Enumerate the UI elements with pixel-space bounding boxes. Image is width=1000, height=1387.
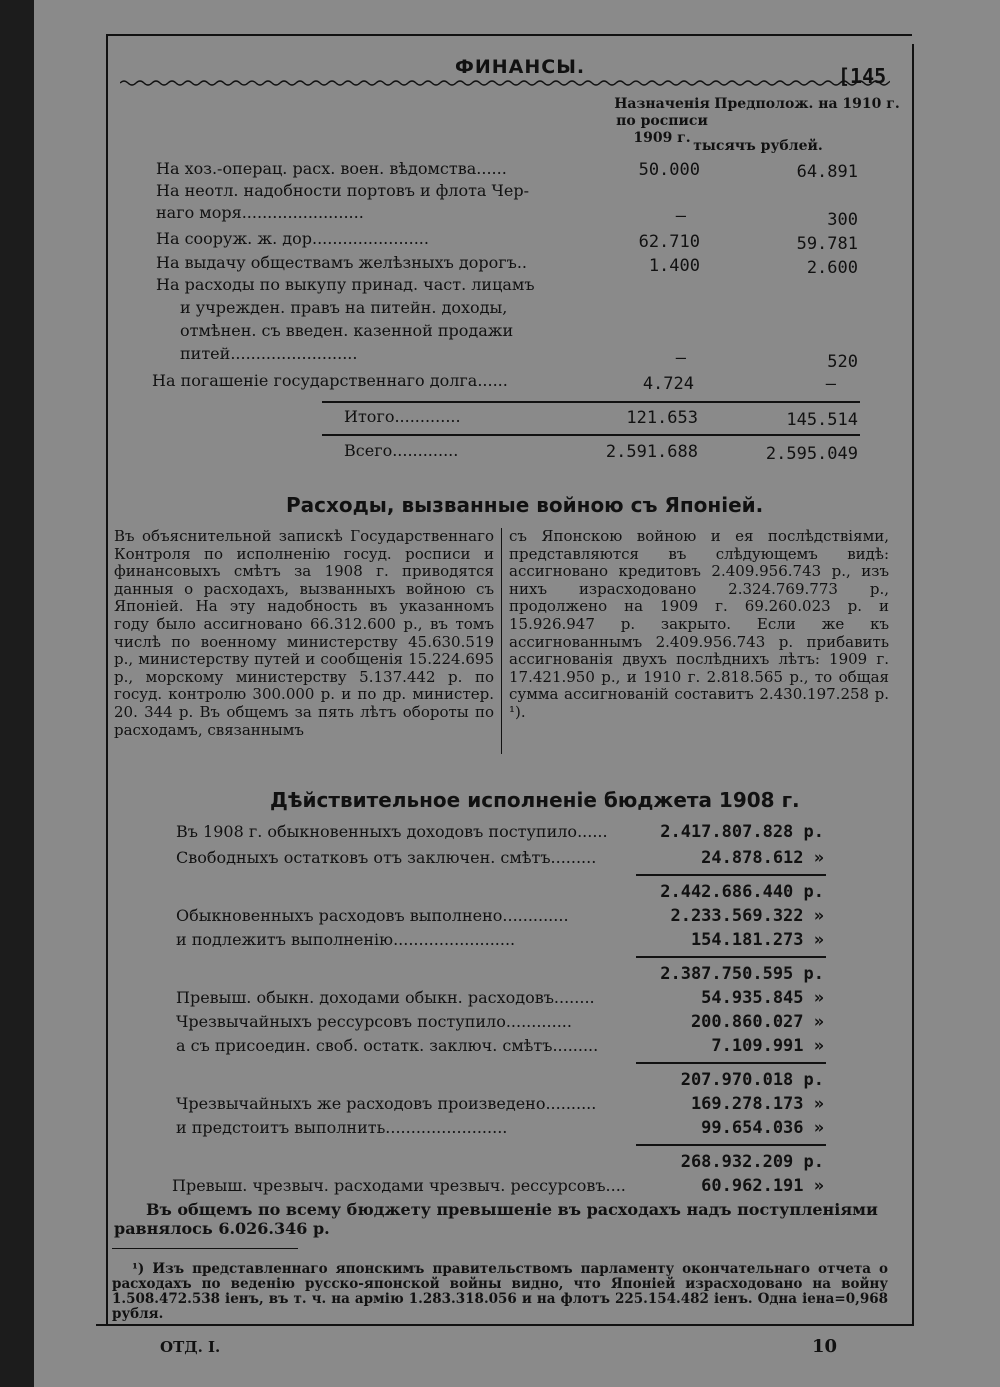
t1-row6-v2: — (825, 374, 836, 394)
budget-row-value: 2.233.569.322 » (670, 906, 824, 926)
budget-row-label: а съ присоедин. своб. остатк. заключ. смѣтъ......... (176, 1036, 599, 1055)
t1-total-label: Итого............. (344, 407, 461, 426)
t1-row3-v2: 59.781 (796, 234, 858, 254)
wavy-rule (120, 76, 890, 90)
t1-rule-2 (322, 434, 860, 436)
t1-row1-v2: 64.891 (796, 162, 858, 182)
running-header-title: ФИНАНСЫ. (455, 56, 586, 78)
budget-row-value: 7.109.991 » (711, 1036, 824, 1056)
footer-section: ОТД. I. (160, 1338, 221, 1356)
budget-sum-rule (636, 1144, 826, 1146)
budget-row-value: 154.181.273 » (690, 930, 824, 950)
t1-grand-v1: 2.591.688 (605, 442, 698, 462)
budget-summary: Въ общемъ по всему бюджету превышеніе въ расходахъ надъ поступленіями равнялось 6.026.346 р. (114, 1200, 878, 1238)
t1-row4-v1: 1.400 (648, 256, 700, 276)
t1-total-v1: 121.653 (626, 408, 698, 428)
budget-row-value: 169.278.173 » (690, 1094, 824, 1114)
budget-row-value: 200.860.027 » (690, 1012, 824, 1032)
t1-row5-v1: — (675, 348, 686, 368)
t1-rule-1 (322, 401, 860, 403)
t1-row5-label-cont1: и учрежден. правъ на питейн. доходы, (180, 298, 508, 317)
budget-row-value: 2.417.807.828 р. (660, 822, 824, 842)
t1-row2-label: На неотл. надобности портовъ и флота Чер- (156, 181, 530, 200)
t1-row5-v2: 520 (827, 352, 858, 372)
budget-row-label: Обыкновенныхъ расходовъ выполнено............. (176, 906, 569, 925)
budget-subtotal-value: 2.442.686.440 р. (660, 882, 824, 902)
budget-subtotal-value: 268.932.209 р. (680, 1152, 824, 1172)
budget-row-label: Свободныхъ остатковъ отъ заключен. смѣтъ......... (176, 848, 597, 867)
t1-row2-v2: 300 (827, 210, 858, 230)
budget-sum-rule (636, 1062, 826, 1064)
budget-row-label: и подлежитъ выполненію........................ (176, 930, 516, 949)
budget-subtotal-value: 2.387.750.595 р. (660, 964, 824, 984)
t1-grand-v2: 2.595.049 (765, 444, 858, 464)
war-text-left-column: Въ объяснительной запискѣ Государственнаго Контроля по исполненію госуд. росписи и финансовыхъ смѣтъ за 1908 г. приводятся данныя о расходахъ, вызванныхъ войною съ Японіей. На эту надобность въ указанномъ году было ассигновано 66.312.600 р., въ томъ числѣ по военному министерству 45.630.519 р., министерству путей и сообщенія 15.224.695 р., морскому министерству 5.137.442 р. по госуд. контролю 300.000 р. и по др. министер. 20. 344 р. Въ общемъ за пять лѣтъ обороты по расходамъ, связаннымъ (114, 527, 494, 739)
budget-row-label: Превыш. чрезвыч. расходами чрезвыч. рессурсовъ.... (172, 1176, 626, 1195)
t1-row4-label: На выдачу обществамъ желѣзныхъ дорогъ.. (156, 253, 527, 272)
t1-row6-label: На погашеніе государственнаго долга...... (152, 371, 508, 390)
t1-row5-label-cont3: питей......................... (180, 344, 358, 363)
t1-row6-v1: 4.724 (642, 374, 694, 394)
budget-row-value: 60.962.191 » (701, 1176, 824, 1196)
budget-row-label: Въ 1908 г. обыкновенныхъ доходовъ поступило...... (176, 822, 608, 841)
budget-subtotal-value: 207.970.018 р. (680, 1070, 824, 1090)
page-frame-right (912, 44, 914, 1326)
budget-row-value: 24.878.612 » (701, 848, 824, 868)
footnote: ¹) Изъ представленнаго японскимъ правительствомъ парламенту окончательнаго отчета о расходахъ по веденію русско-японской войны видно, что Японіей израсходовано на войну 1.508.472.538 іенъ, въ т. ч. на армію 1.283.318.056 и на флотъ 225.154.482 іенъ. Одна іена=0,968 рубля. (112, 1261, 888, 1322)
budget-row-value: 54.935.845 » (701, 988, 824, 1008)
t1-row3-label: На сооруж. ж. дор....................... (156, 229, 429, 248)
budget-sum-rule (636, 874, 826, 876)
column-divider (501, 528, 502, 754)
budget-row-label: Чрезвычайныхъ рессурсовъ поступило............. (176, 1012, 572, 1031)
budget-sum-rule (636, 956, 826, 958)
page-frame-left (106, 34, 108, 1326)
t1-row1-label: На хоз.-операц. расх. воен. вѣдомства...... (156, 159, 507, 178)
t1-row5-label: На расходы по выкупу принад. част. лицамъ (156, 275, 535, 294)
t1-row3-v1: 62.710 (638, 232, 700, 252)
t1-row5-label-cont2: отмѣнен. съ введен. казенной продажи (180, 321, 514, 340)
war-section-title: Расходы, вызванные войною съ Японіей. (286, 493, 764, 517)
col1-header: Назначенія по росписи 1909 г. (614, 96, 710, 146)
page-frame-bottom (96, 1324, 914, 1326)
t1-row4-v2: 2.600 (806, 258, 858, 278)
t1-row2-label-cont: наго моря........................ (156, 203, 364, 222)
scan-dark-edge (0, 0, 34, 1387)
budget-row-label: Превыш. обыкн. доходами обыкн. расходовъ........ (176, 988, 595, 1007)
t1-row1-v1: 50.000 (638, 160, 700, 180)
col2-header: Предполож. на 1910 г. (714, 96, 900, 112)
budget-row-label: и предстоитъ выполнить........................ (176, 1118, 508, 1137)
unit-header: тысячъ рублей. (693, 138, 823, 154)
budget-row-label: Чрезвычайныхъ же расходовъ произведено.......... (176, 1094, 597, 1113)
budget-section-title: Дѣйствительное исполненіе бюджета 1908 г. (270, 788, 800, 812)
running-header-page: [145 (838, 64, 887, 88)
war-text-right-column: съ Японскою войною и ея послѣдствіями, представляются въ слѣдующемъ видѣ: ассигновано кредитовъ 2.409.956.743 р., изъ нихъ израсходовано 2.324.769.773 р., продолжено на 1909 г. 69.260.023 р. и 15.926.947 р. закрыто. Если же къ ассигнованнымъ 2.409.956.743 р. прибавить ассигнованія двухъ послѣднихъ лѣтъ: 1909 г. 17.421.950 р., и 1910 г. 2.818.565 р., то общая сумма ассигнованій составитъ 2.430.197.258 р. ¹). (509, 527, 889, 721)
footer-page-number: 10 (812, 1336, 838, 1357)
t1-total-v2: 145.514 (786, 410, 858, 430)
page-frame-top (106, 34, 912, 36)
t1-grand-label: Всего............. (344, 441, 459, 460)
t1-row2-v1: — (675, 206, 686, 226)
budget-row-value: 99.654.036 » (701, 1118, 824, 1138)
footnote-rule (112, 1248, 298, 1249)
